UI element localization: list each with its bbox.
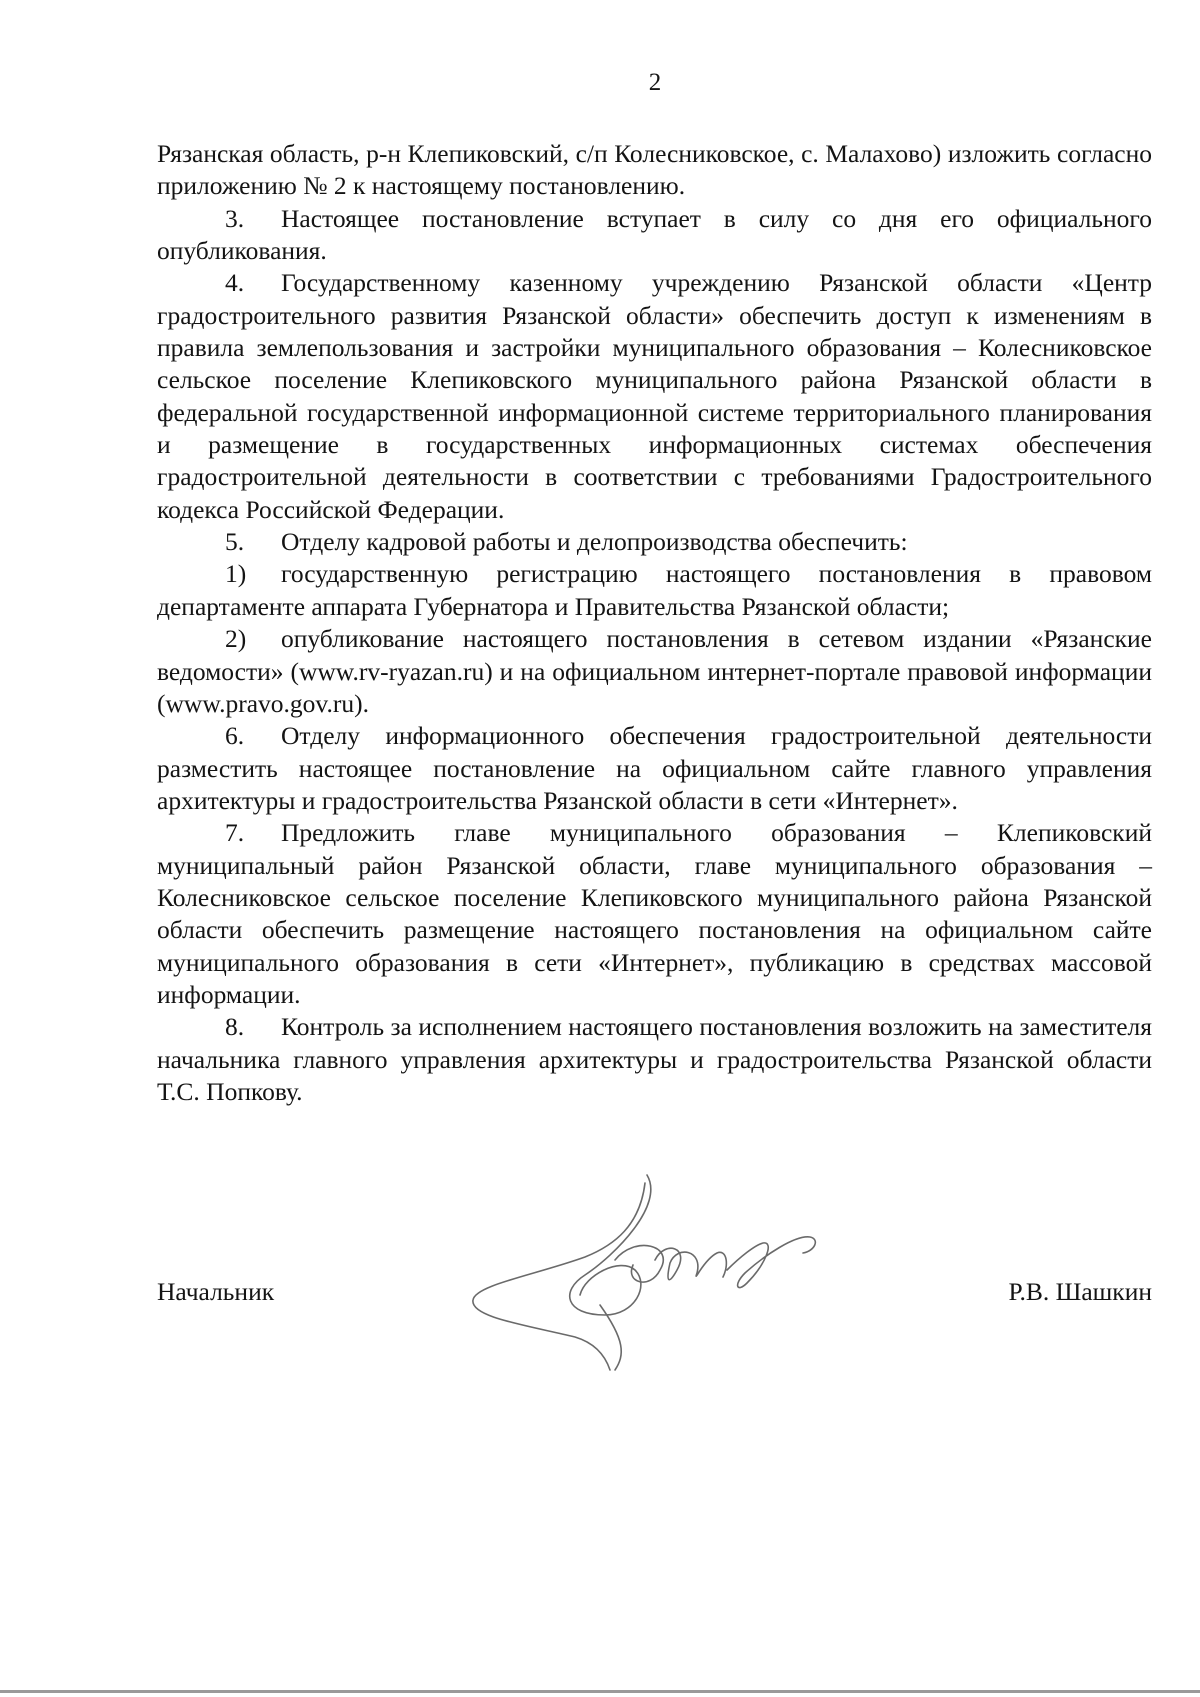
item-number: 7. (225, 818, 245, 848)
item-number: 1) (225, 559, 247, 589)
paragraph-item-5-1 (157, 558, 1152, 623)
footer-divider (0, 1690, 1200, 1693)
page-number: 2 (648, 69, 662, 96)
paragraph-text: опубликование настоящего постановления в сетевом издании «Рязанские ведомости» (www.rv-ryazan.ru) и на официальном интернет-портале правовой информации (www.pravo.gov.ru). (157, 624, 1152, 718)
paragraph-item-7 (157, 817, 1152, 1011)
paragraph-item-3 (157, 203, 1152, 268)
paragraph-text: Контроль за исполнением настоящего постановления возложить на заместителя начальника главного управления архитектуры и градостроительства Рязанской области Т.С. Попкову. (157, 1012, 1152, 1106)
paragraph-item-8 (157, 1011, 1152, 1108)
signatory-name: Р.В. Шашкин (1008, 1277, 1152, 1306)
paragraph-item-6 (157, 720, 1152, 817)
item-number: 5. (225, 527, 245, 557)
item-number: 4. (225, 268, 245, 298)
signature-block (157, 1270, 1152, 1310)
paragraph-item-5 (157, 526, 1152, 558)
signatory-position: Начальник (157, 1277, 275, 1306)
paragraph-text: Отделу информационного обеспечения градостроительной деятельности разместить настоящее постановление на официальном сайте главного управления архитектуры и градостроительства Рязанской области в сети «Интернет». (157, 721, 1152, 815)
paragraph-text: Рязанская область, р-н Клепиковский, с/п Колесниковское, с. Малахово) изложить согласно приложению № 2 к настоящему постановлению. (157, 139, 1152, 201)
item-number: 3. (225, 203, 245, 233)
item-number: 8. (225, 1012, 245, 1042)
item-number: 2) (225, 624, 247, 654)
document-body (157, 138, 1152, 1108)
paragraph-intro (157, 138, 1152, 203)
paragraph-text: Предложить главе муниципального образования – Клепиковский муниципальный район Рязанской области, главе муниципального образования – Колесниковское сельское поселение Клепиковского муниципального района Рязанской области обеспечить размещение настоящего постановления на официальном сайте муниципального образования в сети «Интернет», публикацию в средствах массовой информации. (157, 818, 1152, 1009)
paragraph-text: государственную регистрацию настоящего постановления в правовом департаменте аппарата Губернатора и Правительства Рязанской области; (157, 559, 1152, 621)
paragraph-text: Государственному казенному учреждению Рязанской области «Центр градостроительного развития Рязанской области» обеспечить доступ к изменениям в правила землепользования и застройки муниципального образования – Колесниковское сельское поселение Клепиковского муниципального района Рязанской области в федеральной государственной информационной системе территориального планирования и размещение в государственных информационных системах обеспечения градостроительной деятельности в соответствии с требованиями Градостроительного кодекса Российской Федерации. (157, 268, 1152, 524)
paragraph-item-4 (157, 267, 1152, 526)
paragraph-text: Отделу кадровой работы и делопроизводства обеспечить: (281, 527, 908, 557)
paragraph-item-5-2 (157, 623, 1152, 720)
paragraph-text: Настоящее постановление вступает в силу со дня его официального опубликования. (157, 203, 1152, 266)
item-number: 6. (225, 721, 245, 751)
